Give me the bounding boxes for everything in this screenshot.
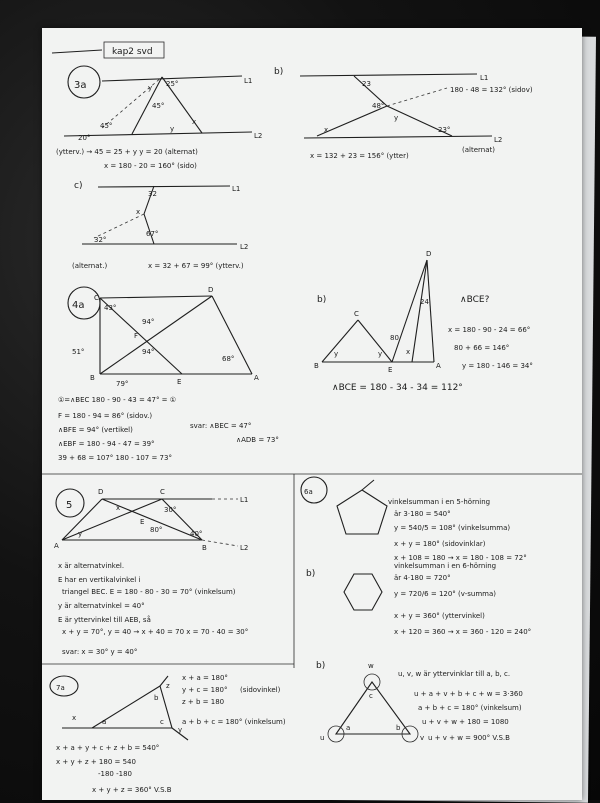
p3c-angle-67: 67° xyxy=(146,230,159,238)
p7a-label-b: b xyxy=(154,694,159,702)
p3a-angle-45b: 45° xyxy=(100,122,113,130)
p7b-line-2: a + b + c = 180° (vinkelsum) xyxy=(418,704,522,712)
p4b-label: b) xyxy=(317,295,327,305)
p7a-rhs-2: y + c = 180° xyxy=(182,686,228,694)
p4a-line-4: ∧EBF = 180 - 94 - 47 = 39° xyxy=(58,440,155,448)
p5-vertex-a: A xyxy=(54,542,59,550)
p4b-angle-24: 24 xyxy=(420,298,429,306)
p7b-line-1: u + a + v + b + c + w = 3·360 xyxy=(414,690,523,698)
p7b-head: u, v, w är yttervinklar till a, b, c. xyxy=(398,670,511,678)
p4b-vertex-b: B xyxy=(314,362,319,370)
p4a-line-1: ①=∧BEC 180 - 90 - 43 = 47° = ① xyxy=(58,396,177,404)
p5-angle-30: 30° xyxy=(164,506,177,514)
p3a-angle-45: 45° xyxy=(152,102,165,110)
p5-bullet-2: E har en vertikalvinkel i xyxy=(58,576,141,584)
p3a-angle-25: 25° xyxy=(166,80,179,88)
p4a-angle-94b: 94° xyxy=(142,348,155,356)
problem-5-number: 5 xyxy=(66,500,73,511)
p6a-pentagon xyxy=(337,490,387,534)
p3c-angle-32b: 32° xyxy=(94,236,107,244)
p4a-line-3: ∧BFE = 94° (vertikel) xyxy=(58,426,133,434)
p3c-helper xyxy=(94,214,144,238)
p5-vertex-c: C xyxy=(160,488,165,496)
p7a-rhs-3: z + b = 180 xyxy=(182,698,225,706)
p6b-text-5: x + 120 = 360 → x = 360 - 120 = 240° xyxy=(394,628,532,636)
p3c-equation: x = 32 + 67 = 99° (ytterv.) xyxy=(148,262,244,270)
p4b-vertex-c: C xyxy=(354,310,359,318)
p3a-l2-label: L2 xyxy=(254,132,263,140)
p4b-line-1: x = 180 - 90 - 24 = 66° xyxy=(448,326,531,334)
p7a-label-a: a xyxy=(102,718,107,726)
header-text: kap2 svd xyxy=(112,47,153,57)
p7a-label-y: y xyxy=(178,726,183,734)
header-rule xyxy=(52,50,102,53)
p4a-vertex-f: F xyxy=(134,332,139,340)
problem-7-number: 7a xyxy=(56,684,65,692)
p7a-line-4: x + y + z = 360° V.S.B xyxy=(92,786,172,794)
p4b-final: ∧BCE = 180 - 34 - 34 = 112° xyxy=(332,383,463,393)
p4b-angle-y2: y xyxy=(378,350,383,358)
p5-vertex-d: D xyxy=(98,488,104,496)
p4b-line-2: 80 + 66 = 146° xyxy=(454,344,510,352)
p3c-l2-label: L2 xyxy=(240,243,249,251)
p4a-diag-bd xyxy=(100,296,212,374)
p4b-vertex-d: D xyxy=(426,250,432,258)
p4b-angle-y1: y xyxy=(334,350,339,358)
p3b-angle-23: 23 xyxy=(362,80,371,88)
p7a-line-3: -180 -180 xyxy=(98,770,132,778)
p4b-side-ce xyxy=(358,320,392,362)
p3a-line-l2 xyxy=(64,132,252,136)
p3b-l1-label: L1 xyxy=(480,74,489,82)
p7b-label-w: w xyxy=(368,662,374,670)
p3c-angle-32: 32 xyxy=(148,190,157,198)
p4a-angle-68: 68° xyxy=(222,355,235,363)
p7a-label-c: c xyxy=(160,718,164,726)
p6a-text-2: är 3·180 = 540° xyxy=(394,510,451,518)
p4a-angle-43: 43° xyxy=(104,304,117,312)
p3a-angle-x: x xyxy=(192,118,197,126)
p4b-question: ∧BCE? xyxy=(460,295,490,305)
p6a-text-1: vinkelsumman i en 5-hörning xyxy=(388,498,491,506)
p6b-label: b) xyxy=(306,569,316,579)
p5-bullet-3: triangel BEC. E = 180 - 80 - 30 = 70° (vinkelsum) xyxy=(62,588,236,596)
p4a-line-5: 39 + 68 = 107° 180 - 107 = 73° xyxy=(58,454,172,462)
p3b-line-l1 xyxy=(300,74,477,76)
p3a-angle-y-top: y xyxy=(148,84,153,92)
p5-l1-label: L1 xyxy=(240,496,249,504)
p6a-text-3: y = 540/5 = 108° (vinkelsumma) xyxy=(394,524,511,532)
p4b-vertex-e: E xyxy=(388,366,393,374)
p3b-line-l2 xyxy=(304,136,492,138)
p4b-angle-80: 80 xyxy=(390,334,399,342)
handwritten-work xyxy=(42,28,582,800)
p4a-angle-51: 51° xyxy=(72,348,85,356)
p4b-side-dc xyxy=(412,260,427,362)
p4b-side-da xyxy=(427,260,434,362)
p6b-text-3: y = 720/6 = 120° (v-summa) xyxy=(394,590,496,598)
p4a-vertex-b: B xyxy=(90,374,95,382)
p6b-text-1: vinkelsumman i en 6-hörning xyxy=(394,562,497,570)
p4a-top-line xyxy=(100,296,212,298)
p7a-label-z: z xyxy=(166,682,170,690)
p6a-text-5: x + 108 = 180 → x = 180 - 108 = 72° xyxy=(394,554,527,562)
p5-angle-80: 80° xyxy=(150,526,163,534)
p4a-vertex-c: C xyxy=(94,294,99,302)
p7a-line-1: x + a + y + c + z + b = 540° xyxy=(56,744,160,752)
p6b-text-4: x + y = 360° (yttervinkel) xyxy=(394,612,485,620)
p5-bullet-5: E är yttervinkel till AEB, så xyxy=(58,616,151,624)
paper-sheet xyxy=(42,28,582,800)
p7b-label-b: b xyxy=(396,724,401,732)
p7b-label-v: v xyxy=(420,734,425,742)
p3b-label: b) xyxy=(274,67,284,77)
p5-l2-dash xyxy=(202,540,238,546)
p7b-label-c: c xyxy=(369,692,373,700)
p7b-line-4: u + v + w = 900° V.S.B xyxy=(428,734,510,742)
p5-svar: svar: x = 30° y = 40° xyxy=(62,648,138,656)
p6b-text-2: är 4·180 = 720° xyxy=(394,574,451,582)
p5-bullet-4: y är alternatvinkel = 40° xyxy=(58,602,145,610)
p5-diag-ca xyxy=(62,499,162,540)
p4a-svar-2: ∧ADB = 73° xyxy=(236,436,279,444)
p6a-extension xyxy=(362,480,374,490)
p3b-l2-label: L2 xyxy=(494,136,503,144)
p7b-line-3: u + v + w + 180 = 1080 xyxy=(422,718,509,726)
p3b-angle-23b: 23° xyxy=(438,126,451,134)
p7b-label-u: u xyxy=(320,734,325,742)
problem-3-number: 3a xyxy=(74,80,87,91)
problem-6-number: 6a xyxy=(304,488,313,496)
p5-angle-x: x xyxy=(116,504,121,512)
p3b-equation: x = 132 + 23 = 156° (ytter) xyxy=(310,152,409,160)
p3c-angle-x: x xyxy=(136,208,141,216)
p4a-vertex-a: A xyxy=(254,374,259,382)
p6b-hexagon xyxy=(344,574,382,610)
p3b-note-sidov: 180 - 48 = 132° (sidov) xyxy=(450,86,533,94)
p3b-note-alternat: (alternat) xyxy=(462,146,495,154)
p4a-vertex-d: D xyxy=(208,286,214,294)
p3a-equation-2: x = 180 - 20 = 160° (sido) xyxy=(104,162,197,170)
p7a-rhs-1: x + a = 180° xyxy=(182,674,228,682)
p4a-angle-79: 79° xyxy=(116,380,129,388)
p3b-angle-y: y xyxy=(394,114,399,122)
problem-4-number: 4a xyxy=(72,300,85,311)
p4b-side-ed xyxy=(392,260,427,362)
p3b-angle-48: 48° xyxy=(372,102,385,110)
p5-vertex-e: E xyxy=(140,518,145,526)
p3c-note: (alternat.) xyxy=(72,262,108,270)
p4a-angle-94a: 94° xyxy=(142,318,155,326)
p7a-side-note: (sidovinkel) xyxy=(240,686,281,694)
p7b-label-a: a xyxy=(346,724,351,732)
p5-angle-y: y xyxy=(78,530,83,538)
p3a-equation-1: (ytterv.) → 45 = 25 + y y = 20 (alternat) xyxy=(56,148,198,156)
p3a-angle-y-bot: y xyxy=(170,125,175,133)
p3c-label: c) xyxy=(74,181,83,191)
p5-bullet-1: x är alternatvinkel. xyxy=(58,562,125,570)
p3b-helper-1 xyxy=(387,88,447,106)
p3b-angle-x: x xyxy=(324,126,329,134)
p4b-side-bc xyxy=(322,320,358,362)
p5-l2-label: L2 xyxy=(240,544,249,552)
p3c-l1-label: L1 xyxy=(232,185,241,193)
p7b-label: b) xyxy=(316,661,326,671)
p3a-l1-label: L1 xyxy=(244,77,253,85)
p6a-text-4: x + y = 180° (sidovinklar) xyxy=(394,540,486,548)
p5-angle-40: 40° xyxy=(190,530,203,538)
p4b-angle-x: x xyxy=(406,348,411,356)
p4a-line-2: F = 180 - 94 = 86° (sidov.) xyxy=(58,412,153,420)
p3c-line-l1 xyxy=(98,186,230,187)
p4b-vertex-a: A xyxy=(436,362,441,370)
p7a-sum: a + b + c = 180° (vinkelsum) xyxy=(182,718,286,726)
p7a-label-x: x xyxy=(72,714,77,722)
p5-vertex-b: B xyxy=(202,544,207,552)
p3a-angle-20: 20° xyxy=(78,134,91,142)
p3c-transversal-2 xyxy=(144,214,154,244)
p5-bullet-6: x + y = 70°, y = 40 → x + 40 = 70 x = 70 - 40 = 30° xyxy=(62,628,249,636)
p7a-line-2: x + y + z + 180 = 540 xyxy=(56,758,136,766)
p4a-svar-1: svar: ∧BEC = 47° xyxy=(190,422,252,430)
p4a-vertex-e: E xyxy=(177,378,182,386)
p4b-line-3: y = 180 - 146 = 34° xyxy=(462,362,533,370)
